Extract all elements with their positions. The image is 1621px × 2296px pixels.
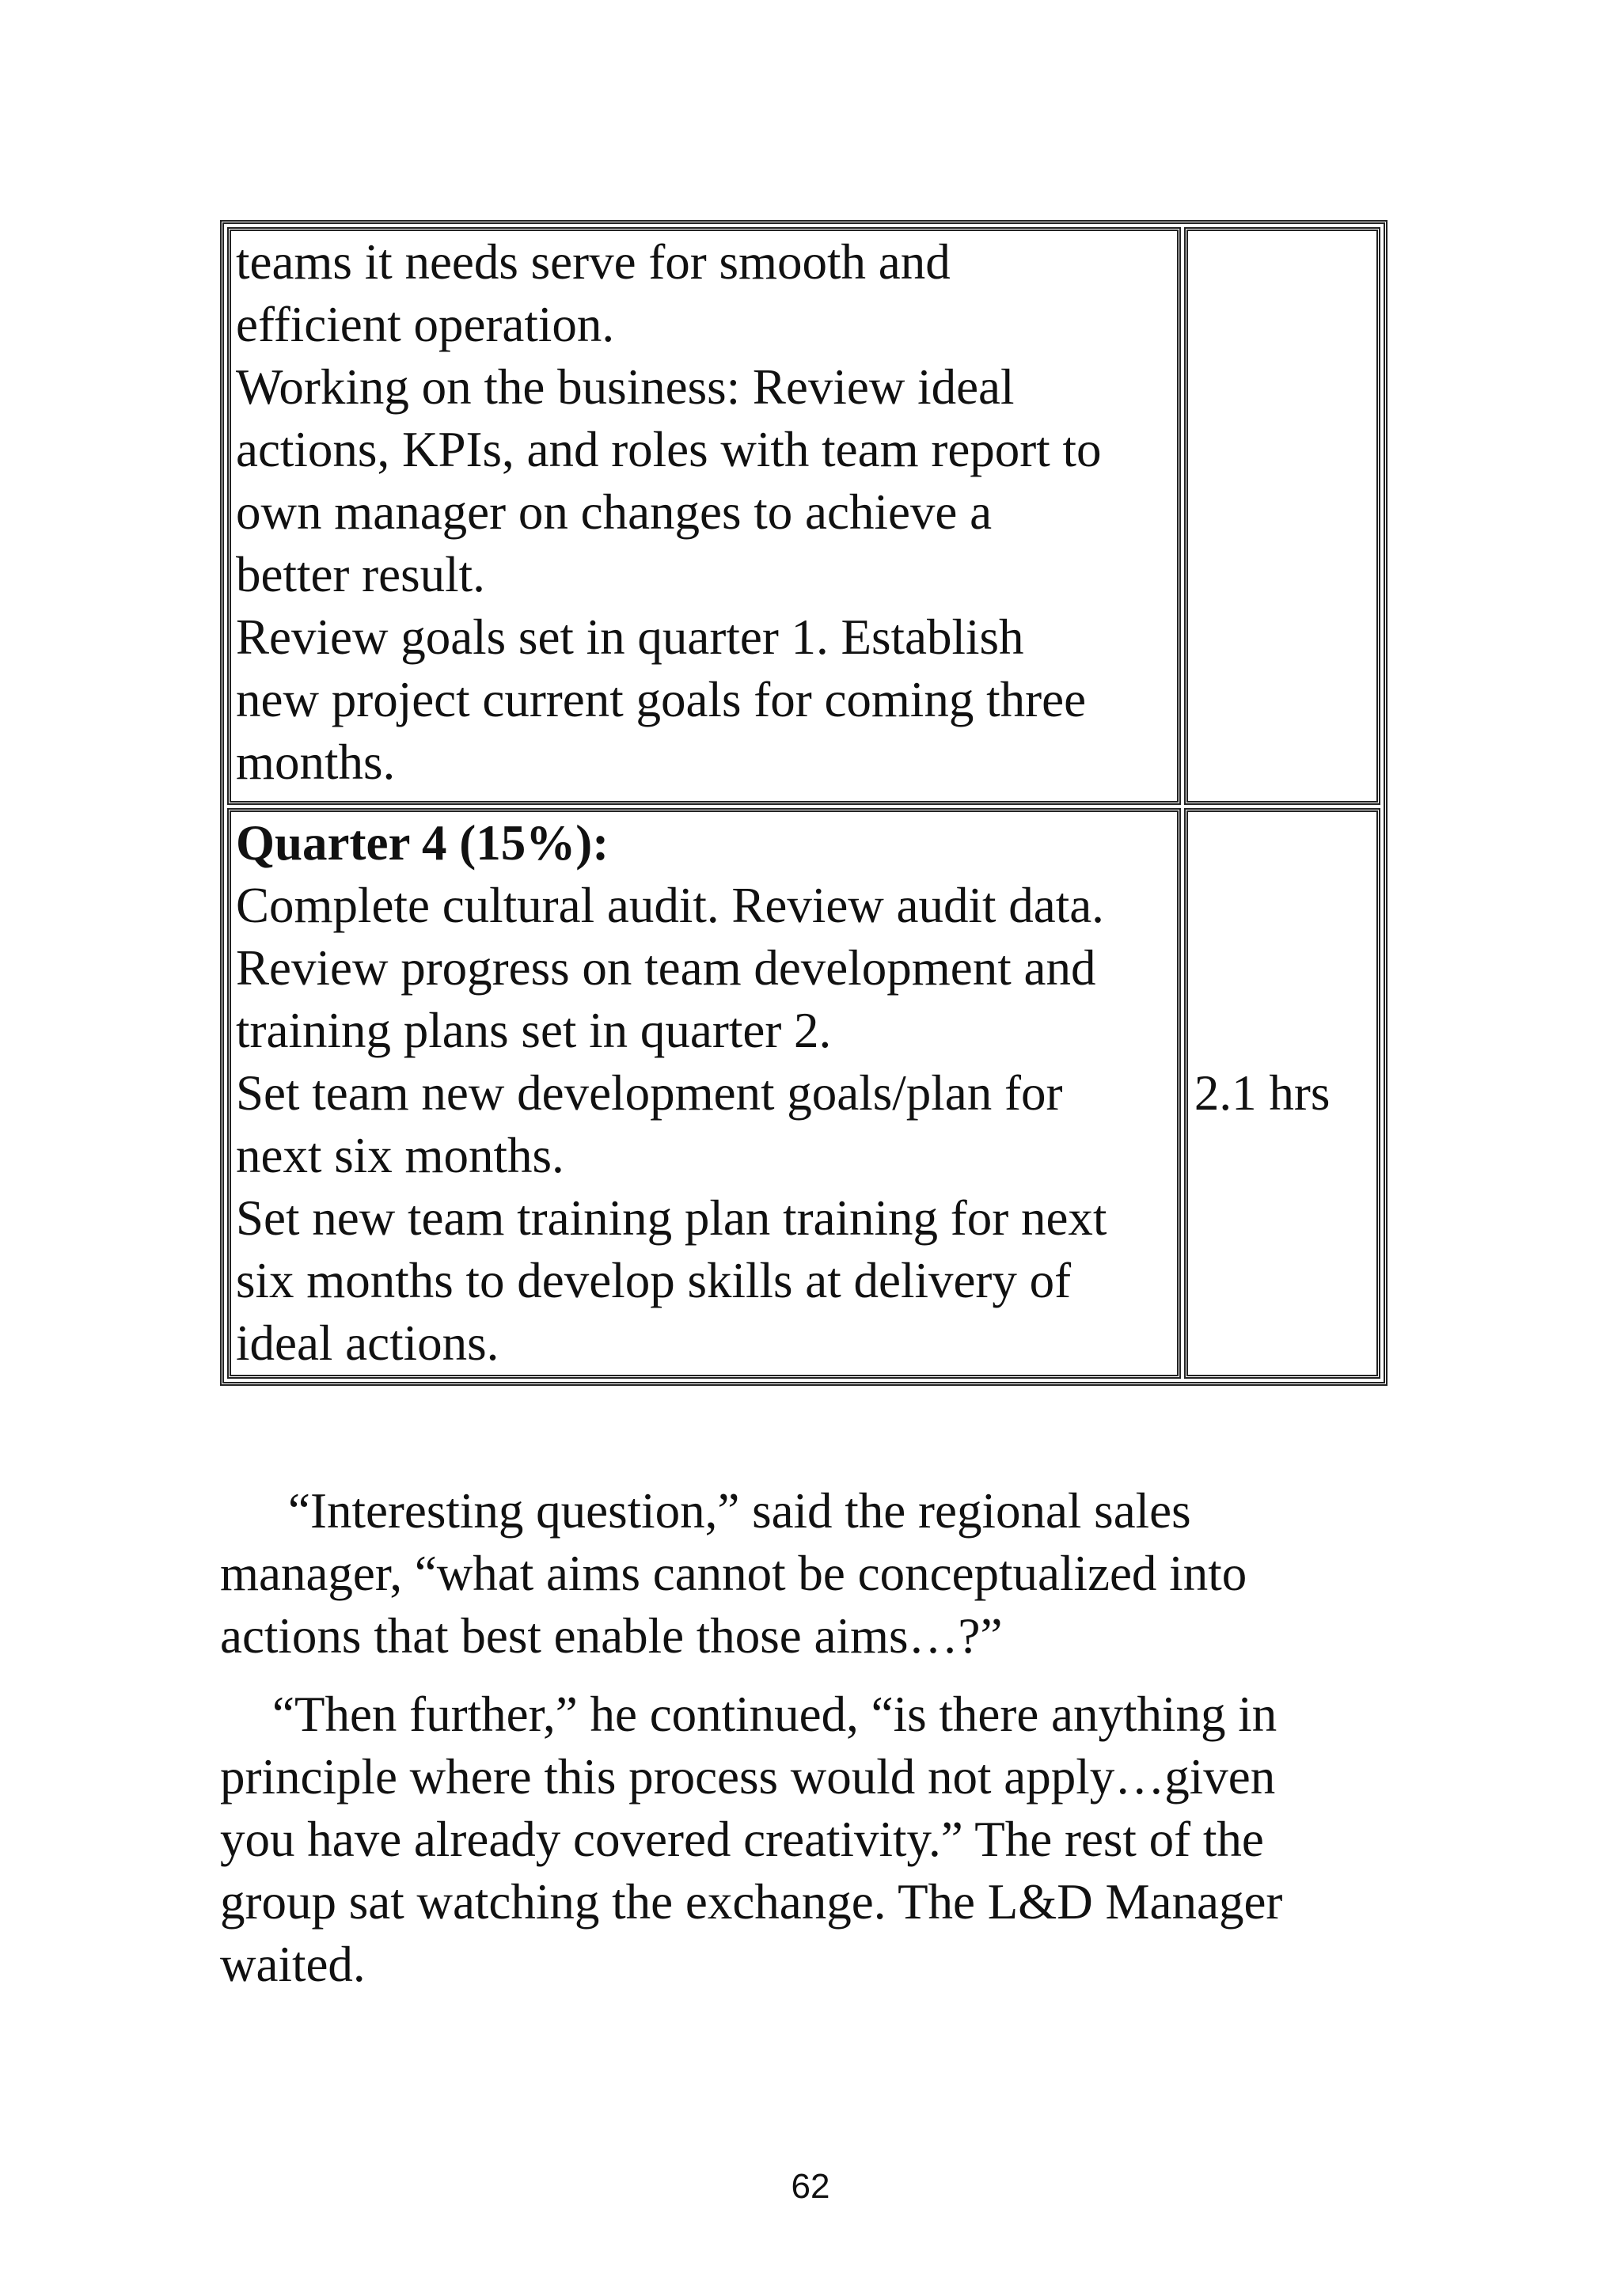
cell-line: next six months. (236, 1128, 564, 1183)
cell-line: own manager on changes to achieve a (236, 484, 993, 540)
activity-cell (227, 808, 1181, 1379)
paragraph-line: manager, “what aims cannot be conceptualized into (220, 1546, 1247, 1601)
cell-line: Complete cultural audit. Review audit data. (236, 878, 1104, 933)
paragraph-line: you have already covered creativity.” The rest of the (220, 1812, 1264, 1867)
paragraph-line: waited. (220, 1937, 366, 1992)
table-row-continued (227, 227, 1380, 805)
cell-line: new project current goals for coming three (236, 672, 1087, 727)
table-row-quarter-4 (227, 808, 1380, 1379)
quarter-heading: Quarter 4 (15%): (236, 815, 609, 871)
paragraph-line: group sat watching the exchange. The L&D Manager (220, 1874, 1283, 1930)
cell-line: Set team new development goals/plan for (236, 1065, 1063, 1121)
cell-line: months. (236, 734, 396, 790)
paragraph (220, 1480, 1407, 1668)
time-cell-empty (1184, 227, 1380, 805)
body-text (220, 1480, 1407, 2012)
paragraph-line: principle where this process would not apply…given (220, 1749, 1276, 1805)
cell-line: teams it needs serve for smooth and (236, 234, 951, 290)
cell-line: better result. (236, 547, 485, 602)
cell-line: training plans set in quarter 2. (236, 1003, 832, 1058)
cell-line: actions, KPIs, and roles with team report to (236, 422, 1102, 477)
cell-line: Review goals set in quarter 1. Establish (236, 609, 1024, 665)
cell-line: efficient operation. (236, 297, 615, 352)
page-number: 62 (791, 2167, 830, 2206)
cell-line: Set new team training plan training for next (236, 1190, 1107, 1246)
cell-line: Review progress on team development and (236, 940, 1096, 996)
paragraph-line: “Then further,” he continued, “is there anything in (272, 1687, 1277, 1742)
cell-line: ideal actions. (236, 1315, 499, 1371)
quarterly-plan-table (220, 220, 1388, 1386)
paragraph-line: actions that best enable those aims…?” (220, 1608, 1003, 1664)
cell-line: six months to develop skills at delivery of (236, 1253, 1072, 1308)
cell-line: Working on the business: Review ideal (236, 359, 1015, 415)
paragraph (220, 1683, 1407, 1996)
time-cell: 2.1 hrs (1184, 808, 1380, 1379)
paragraph-line: “Interesting question,” said the regional sales (288, 1483, 1191, 1539)
activity-cell (227, 227, 1181, 805)
